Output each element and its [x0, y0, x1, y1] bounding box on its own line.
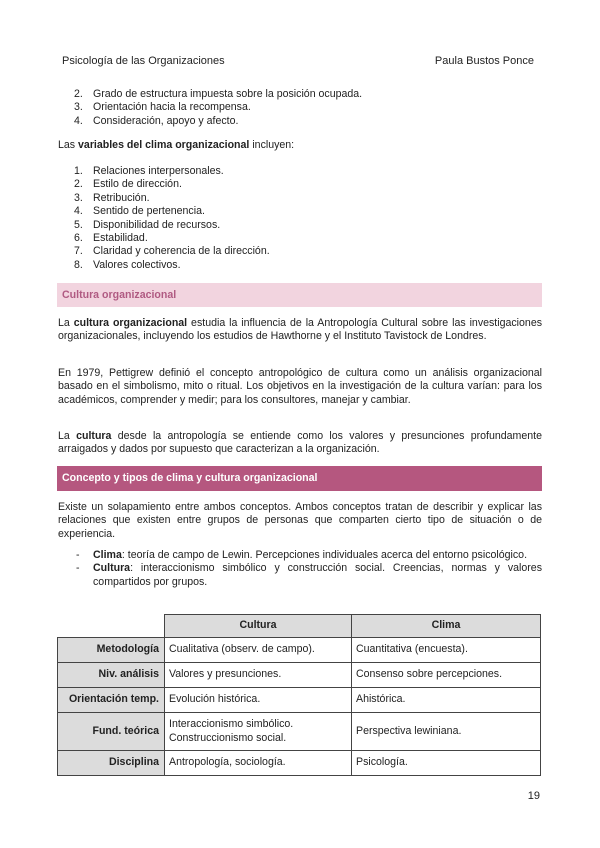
list-item: 4. Consideración, apoyo y afecto.	[74, 114, 239, 127]
column-header-clima: Clima	[352, 615, 541, 638]
table-cell: Antropología, sociología.	[165, 751, 352, 776]
row-header: Niv. análisis	[58, 663, 165, 688]
table-cell: Consenso sobre percepciones.	[352, 663, 541, 688]
table-cell: Perspectiva lewiniana.	[352, 713, 541, 751]
table-row	[58, 713, 541, 751]
paragraph-cultura-antropologia: La cultura desde la antropología se entiende como los valores y presunciones profundamente arraigados y dados por supuesto que caracterizan a la organización.	[58, 430, 542, 456]
column-header-cultura: Cultura	[165, 615, 352, 638]
table-row	[58, 688, 541, 713]
list-item-cultura: - Cultura: interaccionismo simbólico y construcción social. Creencias, normas y valores compartidos por grupos.	[76, 562, 542, 588]
list-item: 2. Estilo de dirección.	[74, 178, 182, 191]
variables-list	[74, 165, 270, 272]
table-row	[58, 638, 541, 663]
table-cell: Valores y presunciones.	[165, 663, 352, 688]
header-right: Paula Bustos Ponce	[434, 55, 534, 67]
list-item: 7. Claridad y coherencia de la dirección.	[74, 245, 270, 258]
paragraph-pettigrew: En 1979, Pettigrew definió el concepto antropológico de cultura como un análisis organizacional basado en el simbolismo, mito o ritual. Los objetivos en la investigación de la cultura varían: para los académicos, comprender y medir; para los consultores, manejar y cambiar.	[58, 367, 542, 406]
section-heading-cultura-organizacional: Cultura organizacional	[57, 283, 542, 307]
table-cell: Ahistórica.	[352, 688, 541, 713]
comparison-table	[57, 614, 541, 776]
table-row	[58, 663, 541, 688]
variables-intro: Las variables del clima organizacional incluyen:	[58, 139, 295, 151]
list-item: 8. Valores colectivos.	[74, 258, 181, 271]
list-top	[74, 88, 362, 128]
section-heading-concepto-tipos: Concepto y tipos de clima y cultura organizacional	[57, 466, 542, 491]
table-cell: Cualitativa (observ. de campo).	[165, 638, 352, 663]
table-header-row	[58, 615, 541, 638]
list-item-clima: - Clima: teoría de campo de Lewin. Percepciones individuales acerca del entorno psicológico.	[76, 549, 528, 561]
table-cell: Evolución histórica.	[165, 688, 352, 713]
table-cell: Interaccionismo simbólico. Construccionismo social.	[165, 713, 352, 751]
table-row	[58, 751, 541, 776]
paragraph-solapamiento: Existe un solapamiento entre ambos conceptos. Ambos conceptos tratan de describir y explicar las relaciones que existen entre grupos de personas que comparten cierto tipo de situación o de experiencia.	[58, 501, 542, 540]
list-item: 3. Retribución.	[74, 191, 150, 204]
list-item: 3. Orientación hacia la recompensa.	[74, 101, 251, 114]
row-header: Fund. teórica	[58, 713, 165, 751]
header-left: Psicología de las Organizaciones	[62, 55, 225, 67]
row-header: Orientación temp.	[58, 688, 165, 713]
dash-list	[76, 549, 542, 589]
list-item: 1. Relaciones interpersonales.	[74, 165, 224, 177]
row-header: Disciplina	[58, 751, 165, 776]
list-item: 6. Estabilidad.	[74, 232, 148, 245]
page-number: 19	[527, 790, 540, 802]
list-item: 5. Disponibilidad de recursos.	[74, 218, 221, 231]
row-header: Metodología	[58, 638, 165, 663]
table-cell: Cuantitativa (encuesta).	[352, 638, 541, 663]
table-cell: Psicología.	[352, 751, 541, 776]
table-corner	[58, 615, 165, 638]
paragraph-cultura-organizacional: La cultura organizacional estudia la influencia de la Antropología Cultural sobre las investigaciones organizacionales, incluyendo los estudios de Hawthorne y el Instituto Tavistock de Londres.	[58, 317, 543, 343]
list-item: 4. Sentido de pertenencia.	[74, 205, 205, 218]
list-item: 2. Grado de estructura impuesta sobre la posición ocupada.	[74, 88, 363, 100]
